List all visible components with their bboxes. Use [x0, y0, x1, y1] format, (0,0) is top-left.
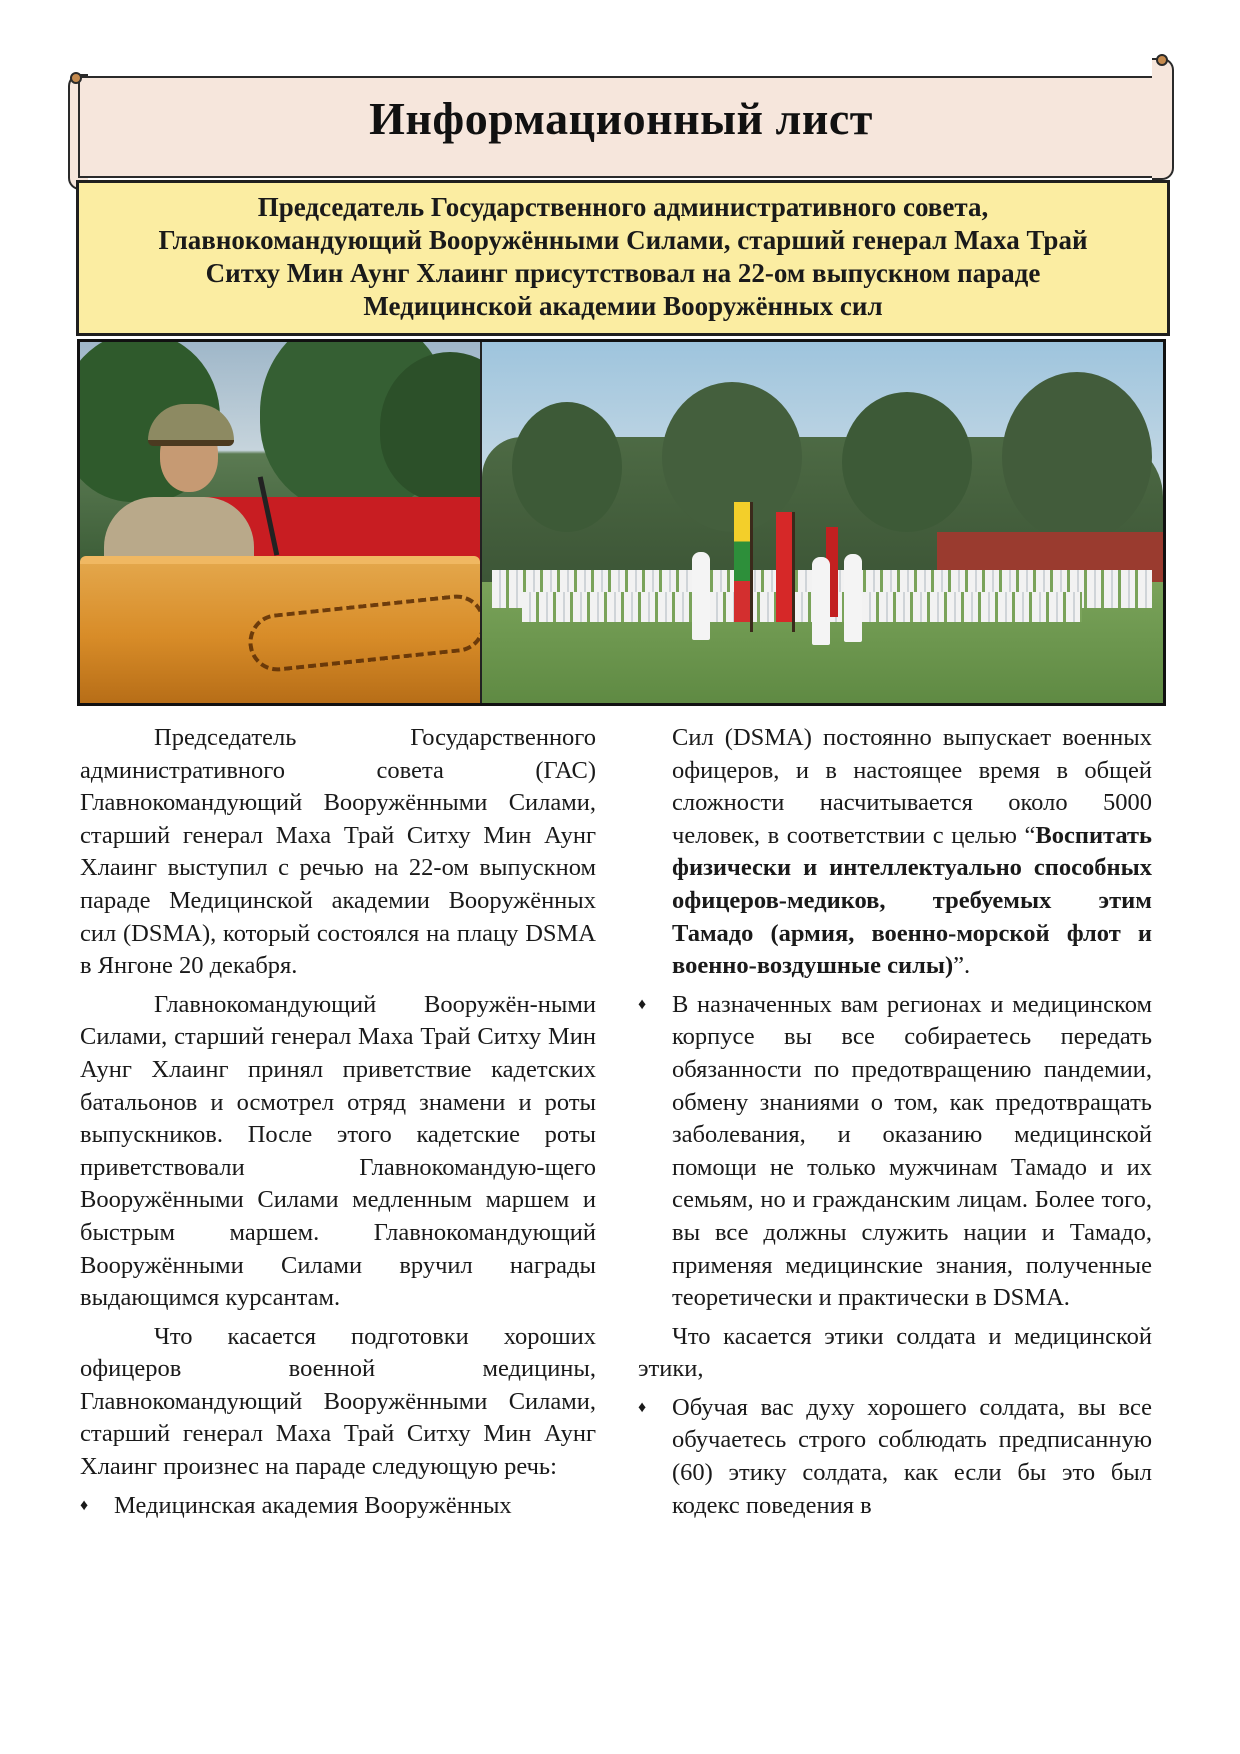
bullet-item	[638, 989, 1152, 1315]
speaker-at-podium-photo	[80, 342, 480, 703]
article-paragraph: Что касается этики солдата и медицинской этики,	[638, 1322, 1152, 1383]
diamond-bullet-icon: ♦	[638, 1398, 647, 1416]
tree-shape	[842, 392, 972, 532]
tree-shape	[662, 382, 802, 532]
scroll-knob-left	[70, 72, 82, 84]
article-paragraph: Главнокомандующий Вооружён-ными Силами, старший генерал Маха Трай Ситху Мин Аунг Хлаинг принял приветствие кадетских батальонов и осмотрел отряд знамени и роты выпускников. После этого кадетские роты приветствовали Главнокомандую-щего Вооружёнными Силами медленным маршем и быстрым маршем. Главнокомандующий Вооружёнными Силами вручил награды выдающимся курсантам.	[80, 990, 596, 1312]
quote-lead: Сил (DSMA) постоянно выпускает военных офицеров, и в настоящее время в общей сложности насчитывается около 5000 человек, в соответствии с целью “	[672, 724, 1152, 849]
flag-pole	[750, 502, 753, 632]
tree-shape	[512, 402, 622, 532]
bullet-text: В назначенных вам регионах и медицинском корпусе вы все собираетесь передать обязанности по предотвращению пандемии, обмену знаниями о том, как предотвращать заболевания, и оказанию медицинской помощи не только мужчинам Тамадо и их семьям, но и гражданским лицам. Более того, вы все должны служить нации и Тамадо, применяя медицинские знания, полученные теоретически и практически в DSMA.	[672, 990, 1152, 1312]
flag-pole	[792, 512, 795, 632]
cadet-ranks	[522, 592, 1082, 622]
article-paragraph: Что касается подготовки хороших офицеров военной медицины, Главнокомандующий Вооружёнными Силами, старший генерал Маха Трай Ситху Мин Аунг Хлаинг произнес на параде следующую речь:	[80, 1322, 596, 1481]
red-flag-icon	[776, 512, 792, 622]
national-flag-icon	[734, 502, 750, 622]
article-left-column	[80, 722, 596, 1528]
cadet-figure	[812, 557, 830, 645]
parade-ground-photo	[482, 342, 1163, 703]
quote-goal: Воспитать физически и интеллектуально способных офицеров-медиков, требуемых этим Тамадо (армия, военно-морской флот и военно-воздушные силы)	[672, 821, 1152, 980]
scroll-knob-right	[1156, 54, 1168, 66]
article-paragraph: Председатель Государственного административного совета (ГАС) Главнокомандующий Вооружёнными Силами, старший генерал Маха Трай Ситху Мин Аунг Хлаинг выступил с речью на 22-ом выпускном параде Медицинской академии Вооружённых сил (DSMA), который состоялся на плацу DSMA в Янгоне 20 декабря.	[80, 724, 596, 980]
tree-shape	[1002, 372, 1152, 542]
cadet-figure	[692, 552, 710, 640]
bullet-item	[80, 1490, 596, 1523]
diamond-bullet-icon: ♦	[80, 1496, 89, 1514]
article-right-column	[638, 722, 1152, 1528]
headline-line: Председатель Государственного административного совета,	[257, 192, 989, 222]
quote-end: ”.	[953, 952, 971, 980]
bullet-text: Обучая вас духу хорошего солдата, вы все обучаетесь строго соблюдать предписанную (60) этику солдата, как если бы это был кодекс поведения в	[672, 1393, 1152, 1519]
headline-box	[76, 180, 1170, 336]
bullet-item	[638, 1392, 1152, 1522]
headline-line: Ситху Мин Аунг Хлаинг присутствовал на 22-ом выпускном параде	[205, 258, 1041, 288]
bullet-text: Медицинская академия Вооружённых	[114, 1491, 512, 1519]
headline-line: Медицинской академии Вооружённых сил	[363, 291, 883, 321]
photo-panel	[77, 339, 1166, 706]
article-paragraph-continued	[638, 722, 1152, 983]
cadet-figure	[844, 554, 862, 642]
diamond-bullet-icon: ♦	[638, 995, 647, 1013]
page-title: Информационный лист	[369, 93, 873, 144]
headline-line: Главнокомандующий Вооружёнными Силами, старший генерал Маха Трай	[158, 225, 1088, 255]
